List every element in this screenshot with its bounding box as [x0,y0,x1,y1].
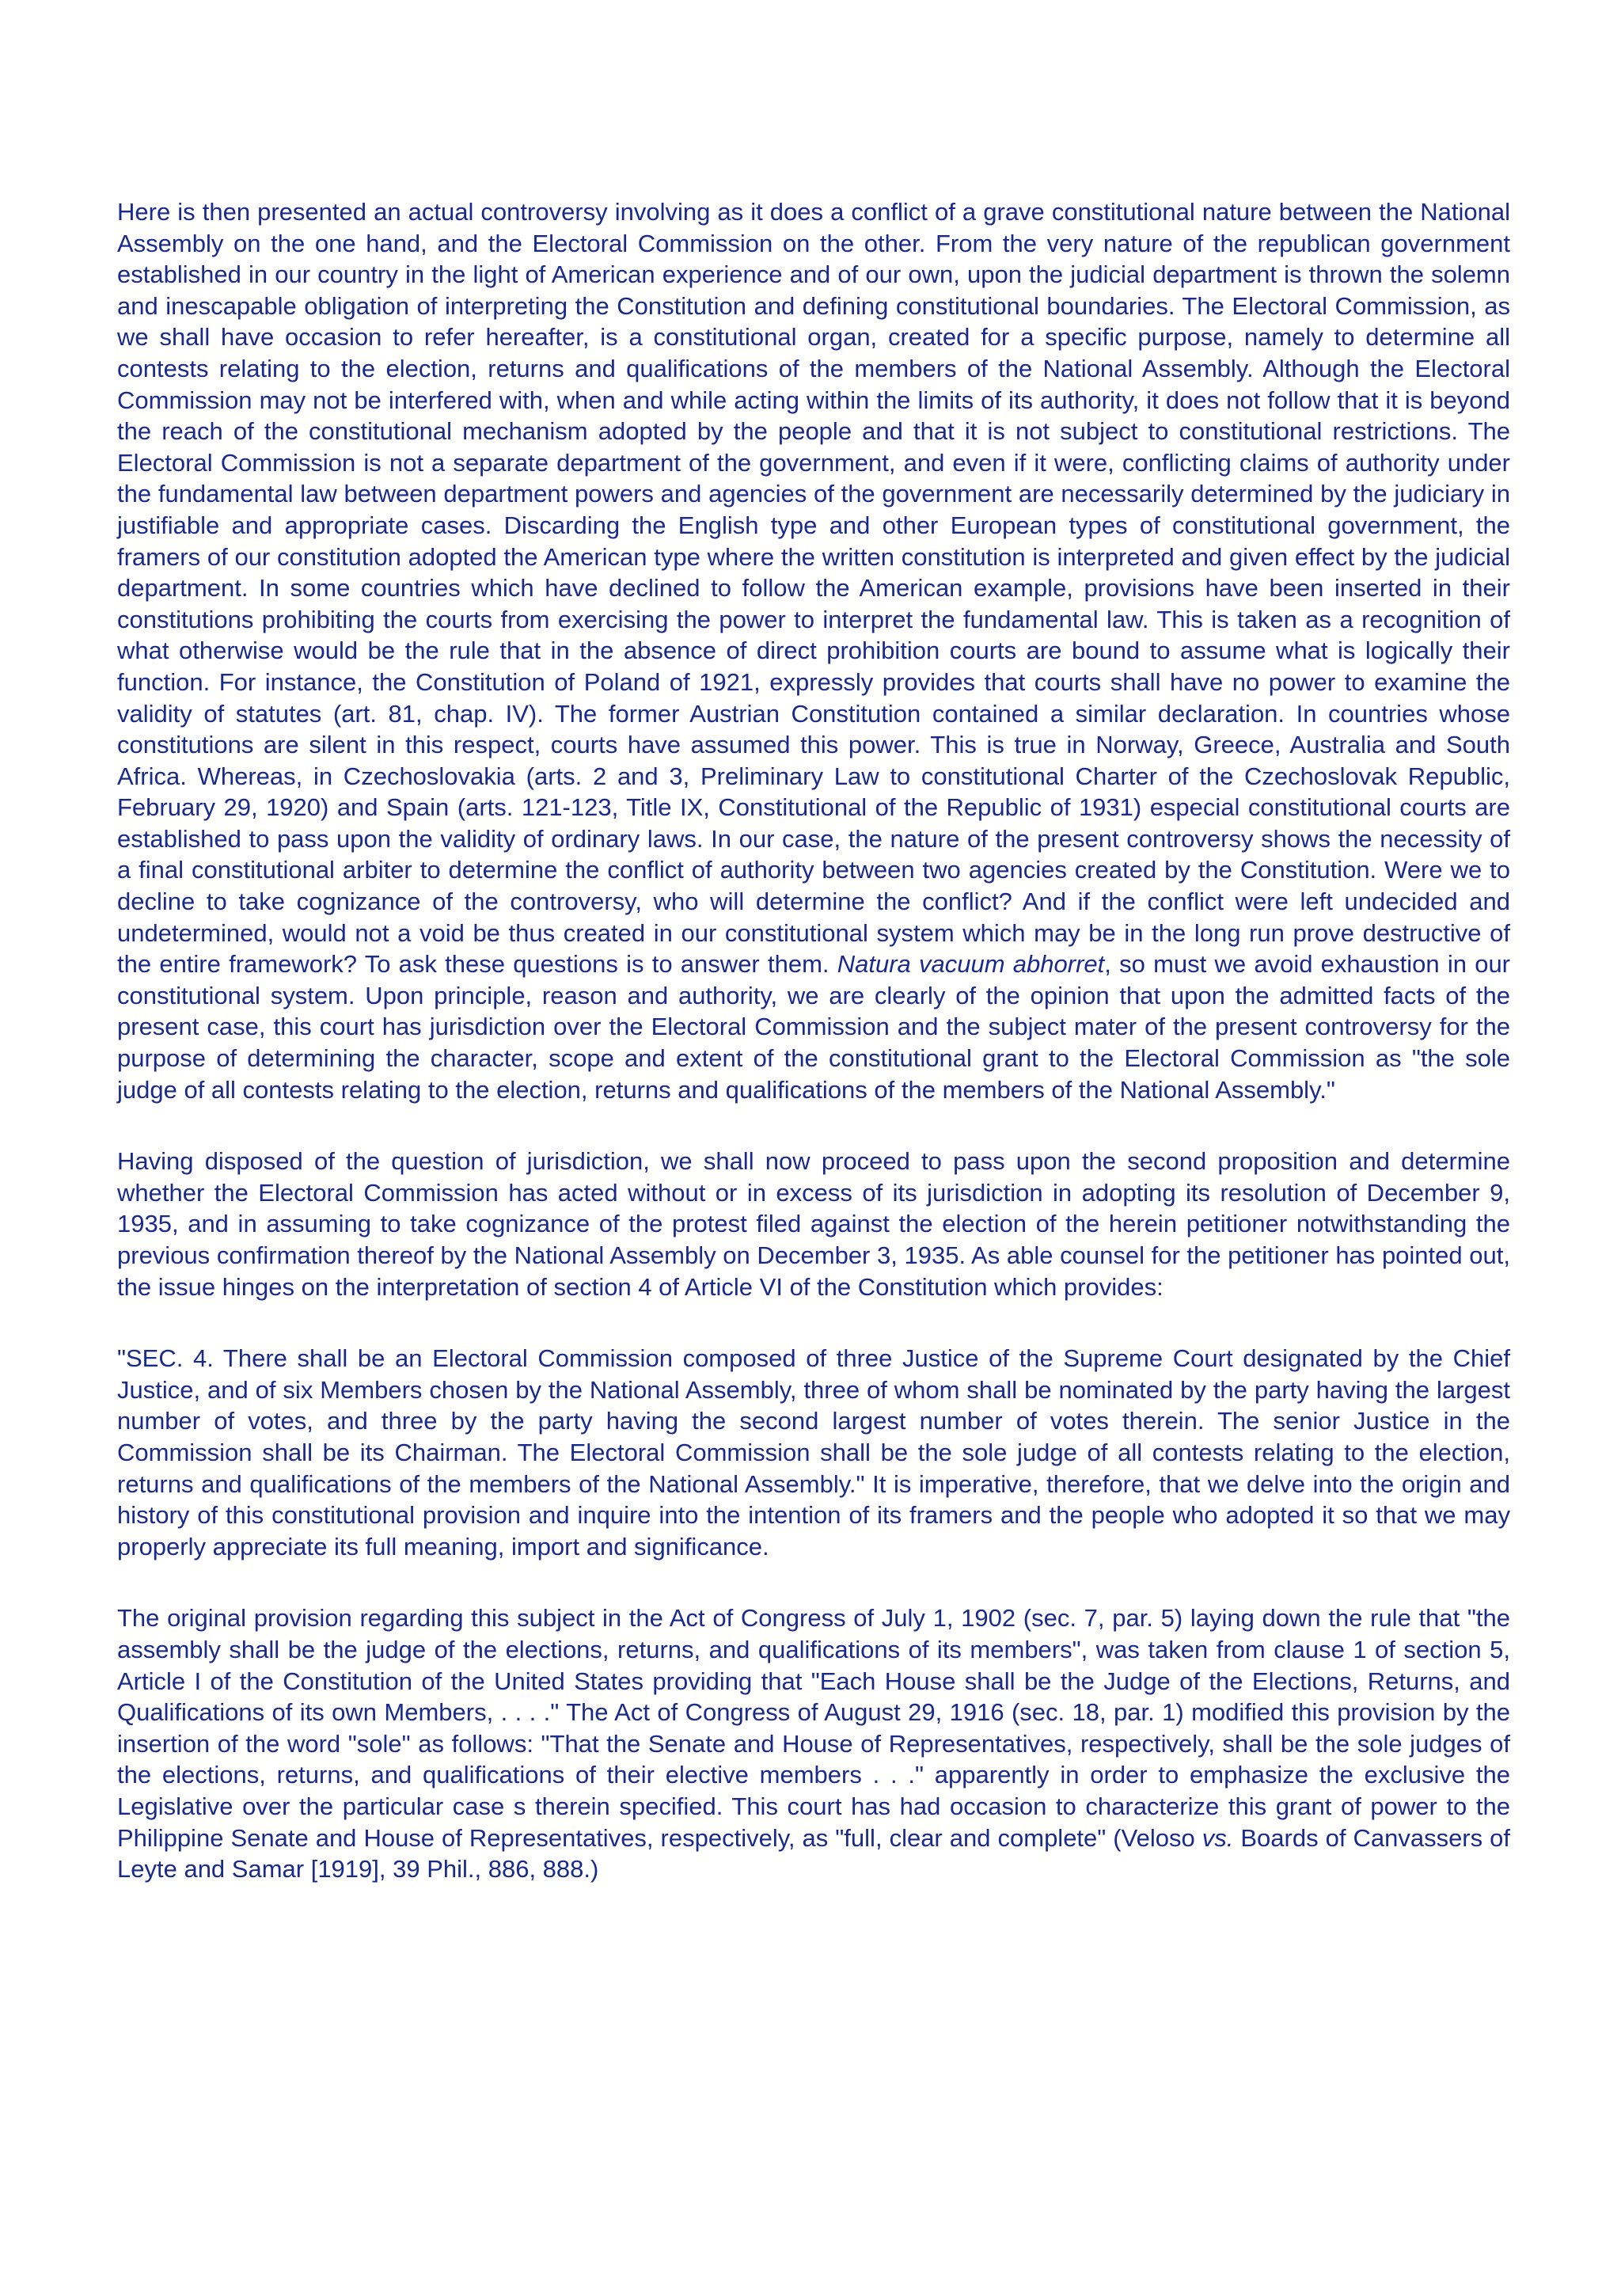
case-citation-vs: vs. [1202,1823,1234,1852]
paragraph-text: Boards of Canvassers of Leyte and Samar [1919], 39 Phil., 886, 888.) [117,1823,1510,1884]
paragraph-original-provision [117,1602,1510,1884]
paragraph-section-4-quote [117,1343,1510,1562]
latin-phrase: Natura vacuum abhorret [837,950,1105,979]
document-page [117,196,1510,1925]
paragraph-jurisdiction-controversy [117,196,1510,1105]
paragraph-text: , so must we avoid exhaustion in our constitutional system. Upon principle, reason and authority, we are clearly of the opinion that upon the admitted facts of the present case, this court has jurisdiction over the Electoral Commission and the subject mater of the present controversy for the purpose of determining the character, scope and extent of the constitutional grant to the Electoral Commission as "the sole judge of all contests relating to the election, returns and qualifications of the members of the National Assembly." [117,950,1511,1104]
paragraph-text: Having disposed of the question of jurisdiction, we shall now proceed to pass upon the second proposition and determine whether the Electoral Commission has acted without or in excess of its jurisdiction in adopting its resolution of December 9, 1935, and in assuming to take cognizance of the protest filed against the election of the herein petitioner notwithstanding the previous confirmation thereof by the National Assembly on December 3, 1935. As able counsel for the petitioner has pointed out, the issue hinges on the interpretation of section 4 of Article VI of the Constitution which provides: [117,1147,1510,1301]
paragraph-text: Here is then presented an actual controversy involving as it does a conflict of a grave constitutional nature between the National Assembly on the one hand, and the Electoral Commission on the other. From the very nature of the republican government established in our country in the light of American experience and of our own, upon the judicial department is thrown the solemn and inescapable obligation of interpreting the Constitution and defining constitutional boundaries. The Electoral Commission, as we shall have occasion to refer hereafter, is a constitutional organ, created for a specific purpose, namely to determine all contests relating to the election, returns and qualifications of the members of the National Assembly. Although the Electoral Commission may not be interfered with, when and while acting within the limits of its authority, it does not follow that it is beyond the reach of the constitutional mechanism adopted by the people and that it is not subject to constitutional restrictions. The Electoral Commission is not a separate department of the government, and even if it were, conflicting claims of authority under the fundamental law between department powers and agencies of the government are necessarily determined by the judiciary in justifiable and appropriate cases. Discarding the English type and other European types of constitutional government, the framers of our constitution adopted the American type where the written constitution is interpreted and given effect by the judicial department. In some countries which have declined to follow the American example, provisions have been inserted in their constitutions prohibiting the courts from exercising the power to interpret the fundamental law. This is taken as a recognition of what otherwise would be the rule that in the absence of direct prohibition courts are bound to assume what is logically their function. For instance, the Constitution of Poland of 1921, expressly provides that courts shall have no power to examine the validity of statutes (art. 81, chap. IV). The former Austrian Constitution contained a similar declaration. In countries whose constitutions are silent in this respect, courts have assumed this power. This is true in Norway, Greece, Australia and South Africa. Whereas, in Czechoslovakia (arts. 2 and 3, Preliminary Law to constitutional Charter of the Czechoslovak Republic, February 29, 1920) and Spain (arts. 121-123, Title IX, Constitutional of the Republic of 1931) especial constitutional courts are established to pass upon the validity of ordinary laws. In our case, the nature of the present controversy shows the necessity of a final constitutional arbiter to determine the conflict of authority between two agencies created by the Constitution. Were we to decline to take cognizance of the controversy, who will determine the conflict? And if the conflict were left undecided and undetermined, would not a void be thus created in our constitutional system which may be in the long run prove destructive of the entire framework? To ask these questions is to answer them. [117,198,1510,979]
paragraph-second-proposition [117,1146,1510,1302]
paragraph-text: The original provision regarding this subject in the Act of Congress of July 1, 1902 (sec. 7, par. 5) laying down the rule that "the assembly shall be the judge of the elections, returns, and qualifications of its members", was taken from clause 1 of section 5, Article I of the Constitution of the United States providing that "Each House shall be the Judge of the Elections, Returns, and Qualifications of its own Members, . . . ." The Act of Congress of August 29, 1916 (sec. 18, par. 1) modified this provision by the insertion of the word "sole" as follows: "That the Senate and House of Representatives, respectively, shall be the sole judges of the elections, returns, and qualifications of their elective members . . ." apparently in order to emphasize the exclusive the Legislative over the particular case s therein specified. This court has had occasion to characterize this grant of power to the Philippine Senate and House of Representatives, respectively, as "full, clear and complete" (Veloso [117,1604,1510,1852]
paragraph-text: "SEC. 4. There shall be an Electoral Commission composed of three Justice of the Supreme Court designated by the Chief Justice, and of six Members chosen by the National Assembly, three of whom shall be nominated by the party having the largest number of votes, and three by the party having the second largest number of votes therein. The senior Justice in the Commission shall be its Chairman. The Electoral Commission shall be the sole judge of all contests relating to the election, returns and qualifications of the members of the National Assembly." It is imperative, therefore, that we delve into the origin and history of this constitutional provision and inquire into the intention of its framers and the people who adopted it so that we may properly appreciate its full meaning, import and significance. [117,1344,1510,1560]
